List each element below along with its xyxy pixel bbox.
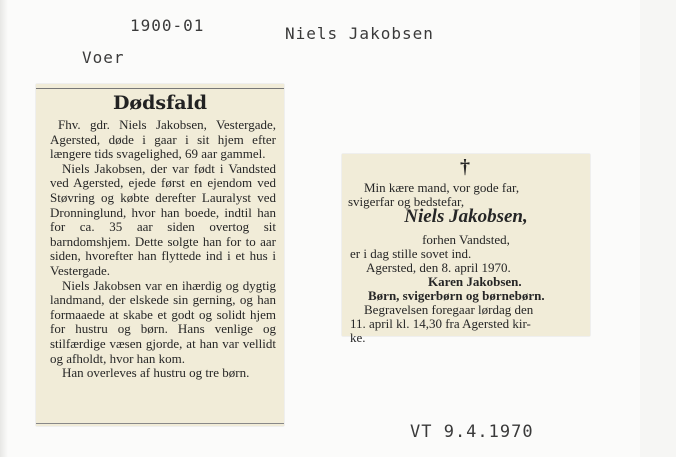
notice-date: Agersted, den 8. april 1970.	[366, 260, 511, 275]
obituary-paragraph: Fhv. gdr. Niels Jakobsen, Vestergade, Agersted, døde i gaar i sit hjem efter længere tids svagelighed, 69 aar gammel.	[50, 117, 276, 162]
obituary-paragraph: Niels Jakobsen var en ihærdig og dygtig landmand, der elskede sin gerning, og han formaaede at skabe et godt og solidt hjem for hustru og børn. Hans venlige og stilfærdige væsen gjorde, at han var vellidt og afholdt, hvor han kom.	[50, 277, 276, 366]
notice-funeral: 11. april kl. 14,30 fra Agersted kir-	[350, 316, 531, 331]
notice-name: Niels Jakobsen,	[404, 206, 528, 227]
notice-intro2: svigerfar og bedstefar,	[348, 194, 465, 209]
typed-place: Voer	[82, 48, 125, 67]
page-edge	[0, 0, 8, 457]
notice-intro: Min kære mand, vor gode far,	[364, 180, 520, 195]
typed-year: 1900-01	[130, 16, 205, 35]
obituary-heading: Dødsfald	[112, 92, 208, 114]
obituary-body	[50, 118, 276, 381]
notice-signer: Karen Jakobsen.	[428, 274, 522, 289]
cross-icon: †	[460, 156, 470, 178]
notice-funeral: Begravelsen foregaar lørdag den	[364, 302, 534, 317]
typed-reference: VT 9.4.1970	[410, 422, 534, 442]
notice-passed: er i dag stille sovet ind.	[350, 246, 472, 261]
notice-funeral: ke.	[350, 330, 366, 345]
bottom-rule	[36, 423, 284, 424]
cut-line	[36, 84, 284, 89]
obituary-clipping	[36, 84, 284, 426]
notice-formerly: forhen Vandsted,	[422, 232, 510, 247]
obituary-paragraph: Han overleves af hustru og tre børn.	[62, 365, 250, 381]
death-notice-clipping	[342, 154, 590, 345]
typed-name: Niels Jakobsen	[285, 24, 434, 43]
obituary-paragraph: Niels Jakobsen, der var født i Vandsted ved Agersted, ejede først en ejendom ved Støvring og købte derefter Lauralyst ved Dronninglund, hvor han boede, indtil han for ca. 35 aar siden overtog sit barndomshjem. Dette solgte han for to aar siden, hvorefter han flyttede ind i et hus i Vestergade.	[50, 160, 276, 278]
notice-family: Børn, svigerbørn og børnebørn.	[368, 288, 545, 303]
